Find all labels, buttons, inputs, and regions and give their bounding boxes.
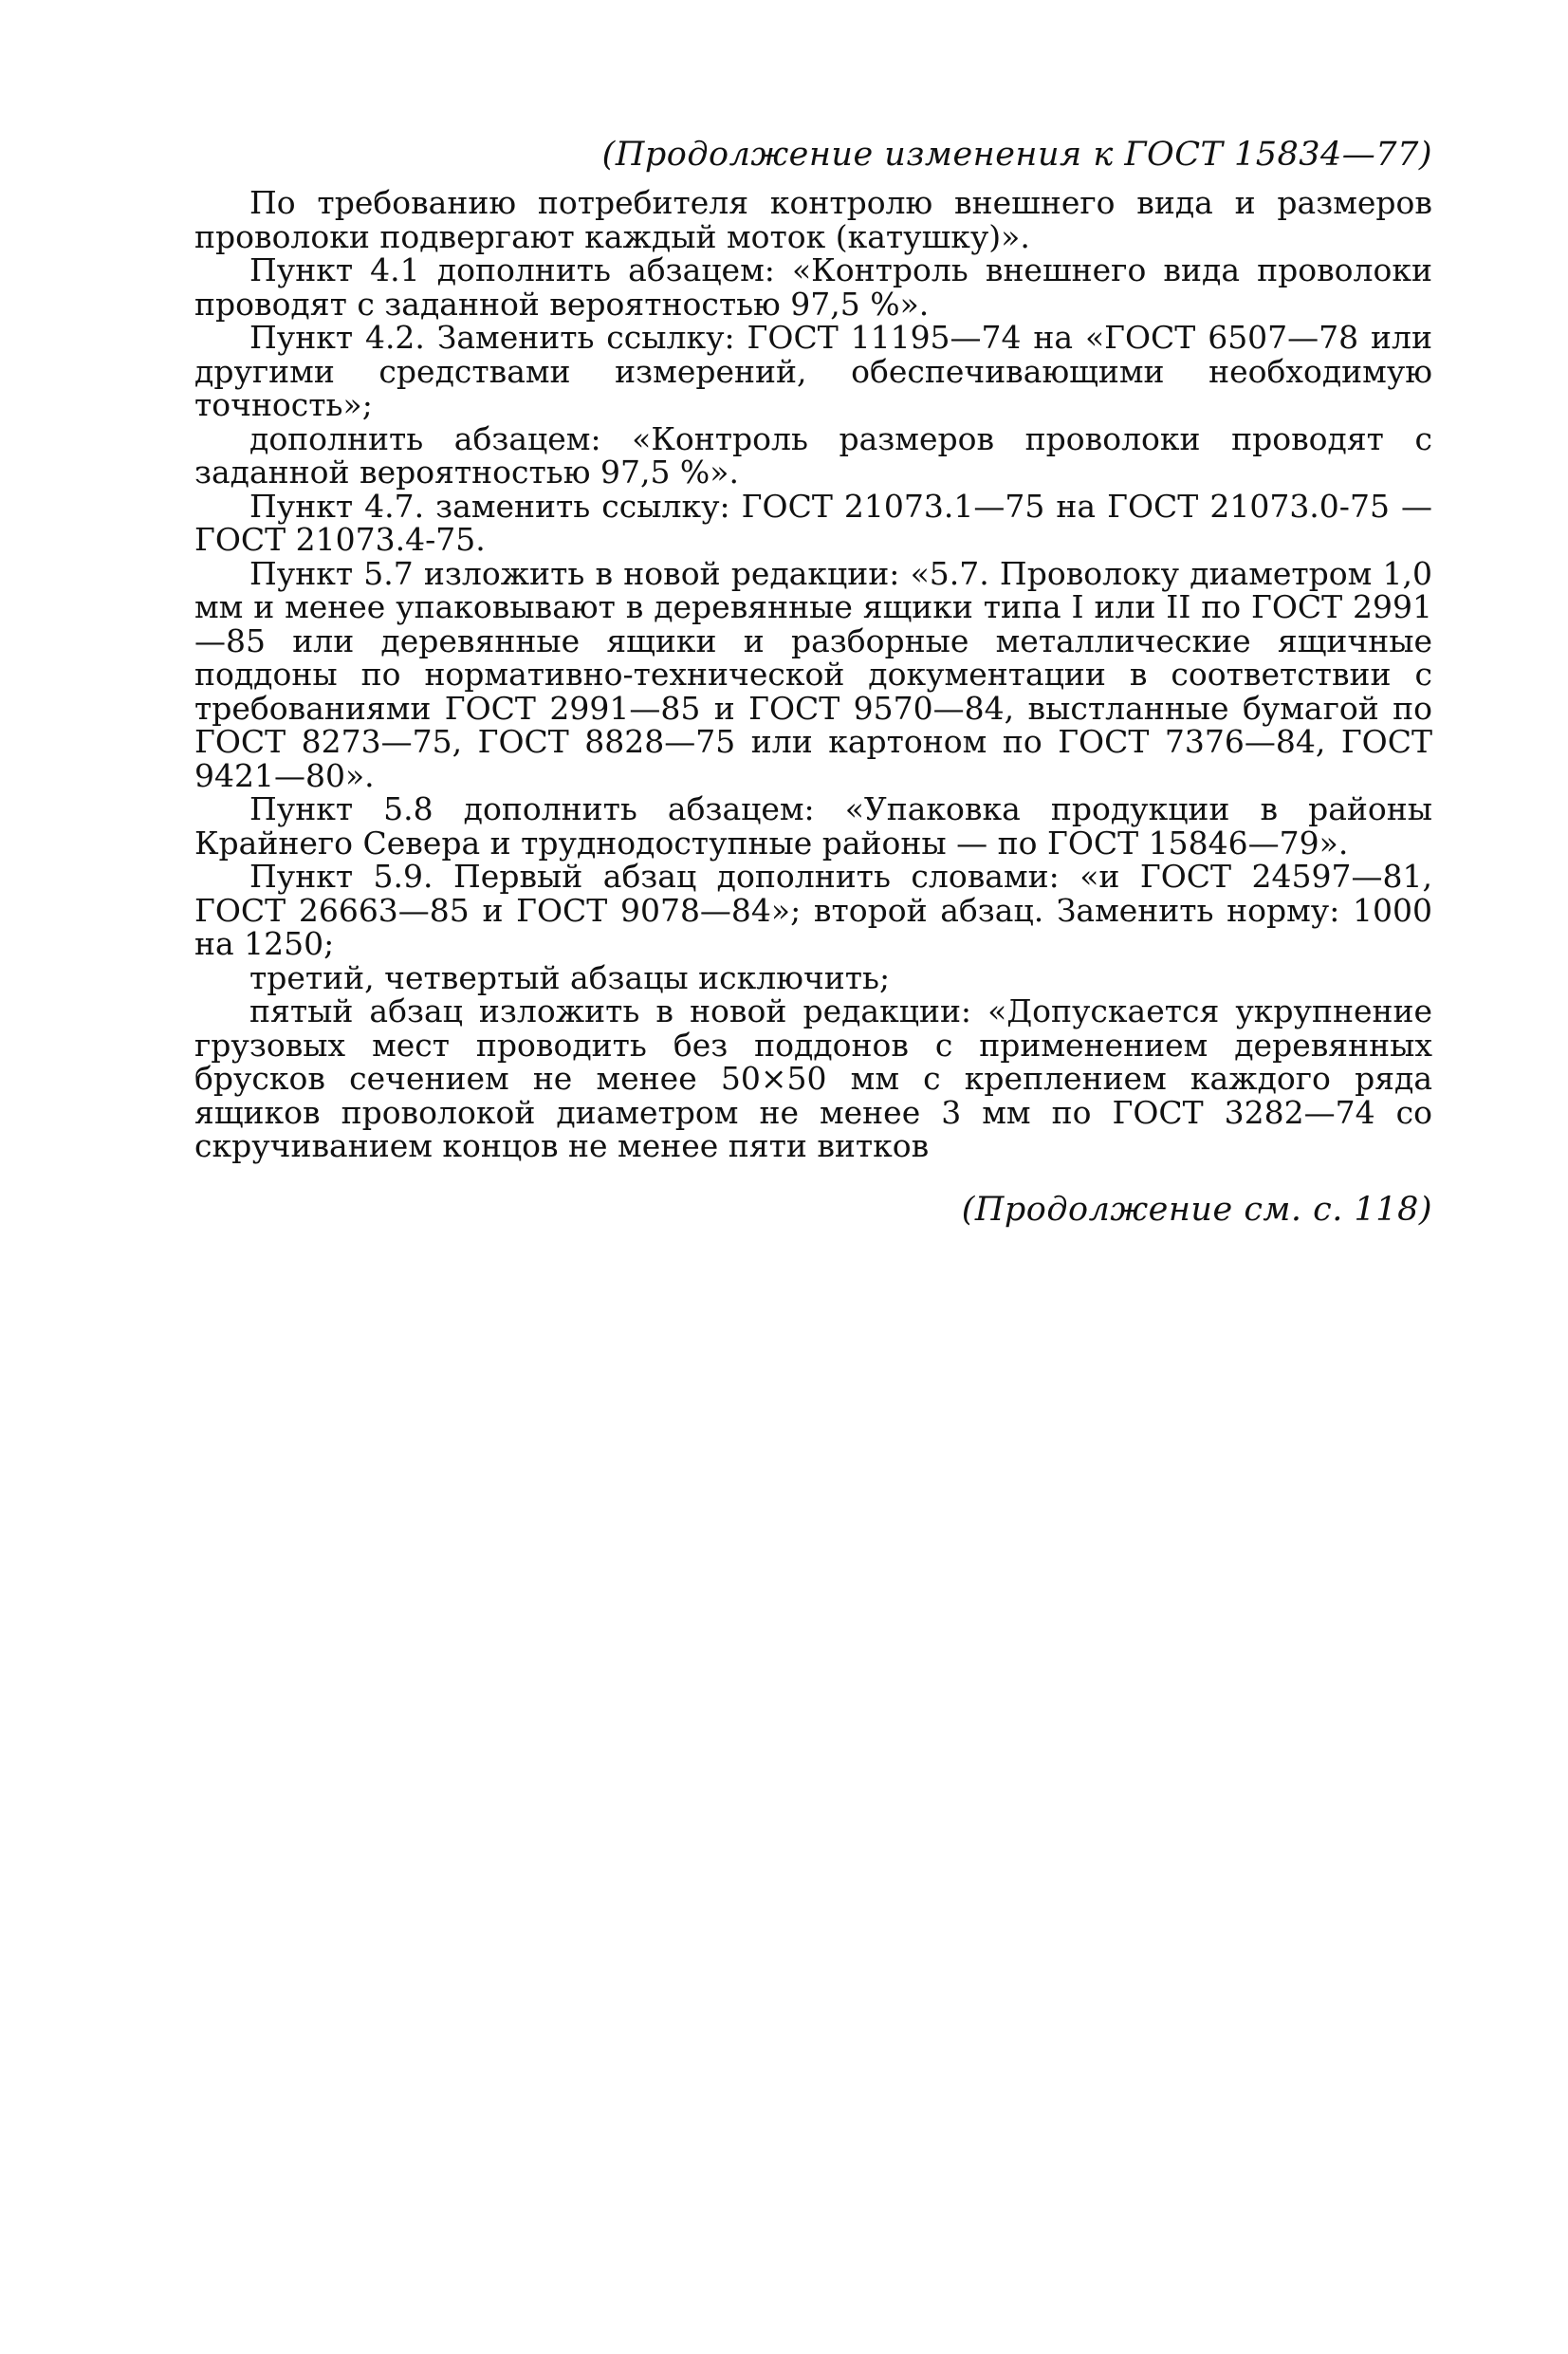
paragraph-3: Пункт 4.2. Заменить ссылку: ГОСТ 11195—74 на «ГОСТ 6507—78 или другими средствами измерений, обеспечивающими необходимую точность»; [194,319,1432,423]
paragraph-4: дополнить абзацем: «Контроль размеров проволоки проводят с заданной вероятностью 97,5 %». [194,419,1432,491]
paragraph-2: Пункт 4.1 дополнить абзацем: «Контроль внешнего вида проволоки проводят с заданной вероятностью 97,5 %». [194,251,1432,323]
document-page [194,133,1432,1232]
paragraph-8: Пункт 5.9. Первый абзац дополнить словами: «и ГОСТ 24597—81, ГОСТ 26663—85 и ГОСТ 9078—84»; второй абзац. Заменить норму: 1000 на 1250; [194,858,1432,962]
paragraph-7: Пункт 5.8 дополнить абзацем: «Упаковка продукции в районы Крайнего Севера и труднодоступные районы — по ГОСТ 15846—79». [194,790,1432,862]
paragraph-10: пятый абзац изложить в новой редакции: «Допускается укрупнение грузовых мест проводить без поддонов с применением деревянных брусков сечением не менее 50×50 мм с креплением каждого ряда ящиков проволокой диаметром не менее 3 мм по ГОСТ 3282—74 со скручиванием концов не менее пяти витков [194,992,1432,1164]
page-footer: (Продолжение см. с. 118) [961,1190,1432,1229]
body-text [194,186,1432,1163]
paragraph-9: третий, четвертый абзацы исключить; [249,958,891,996]
paragraph-1: По требованию потребителя контролю внешнего вида и размеров проволоки подвергают каждый моток (катушку)». [194,184,1432,255]
paragraph-5: Пункт 4.7. заменить ссылку: ГОСТ 21073.1—75 на ГОСТ 21073.0-75 — ГОСТ 21073.4-75. [194,487,1432,558]
paragraph-6: Пункт 5.7 изложить в новой редакции: «5.7. Проволоку диаметром 1,0 мм и менее упаковывают в деревянные ящики типа I или II по ГОСТ 2991—85 или деревянные ящики и разборные металлические ящичные поддоны по нормативно-технической документации в соответствии с требованиями ГОСТ 2991—85 и ГОСТ 9570—84, выстланные бумагой по ГОСТ 8273—75, ГОСТ 8828—75 или картоном по ГОСТ 7376—84, ГОСТ 9421—80». [194,554,1432,794]
page-header: (Продолжение изменения к ГОСТ 15834—77) [601,136,1432,174]
